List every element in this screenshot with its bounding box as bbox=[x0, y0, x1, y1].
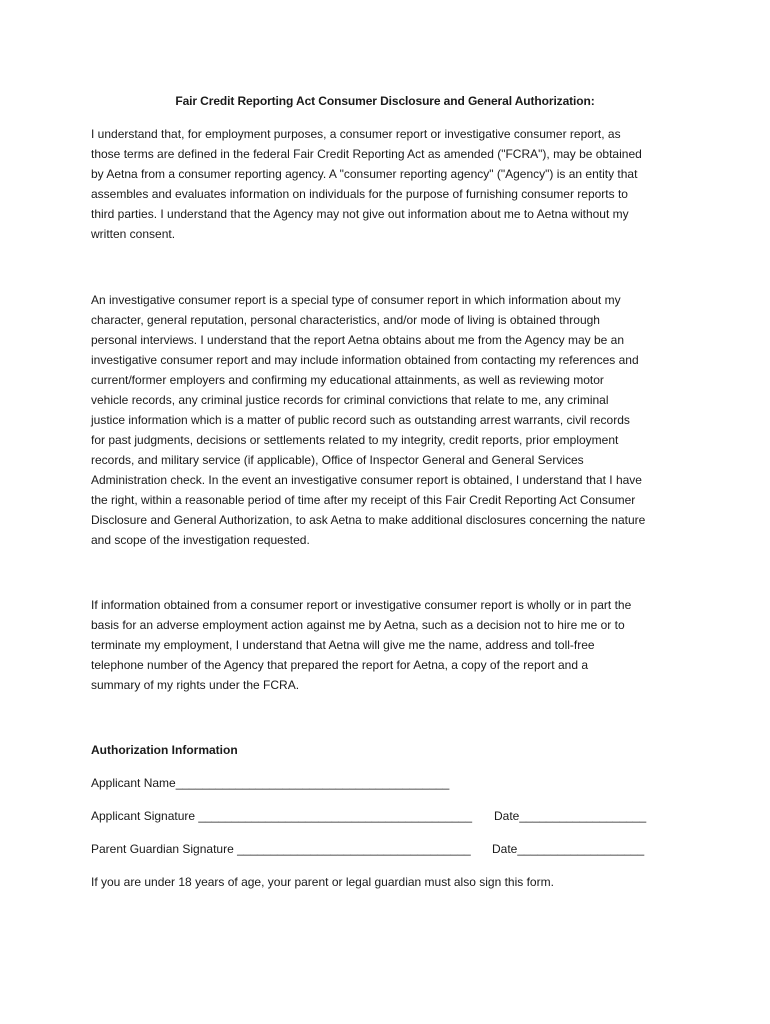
applicant-date-field[interactable]: Date___________________ bbox=[494, 809, 647, 823]
authorization-heading: Authorization Information bbox=[91, 743, 238, 757]
text-line: I understand that, for employment purposes, a consumer report or investigative consumer report, as bbox=[91, 127, 621, 141]
paragraph-adverse-action bbox=[91, 595, 691, 695]
text-line: assembles and evaluates information on individuals for the purpose of furnishing consumer reports to bbox=[91, 187, 628, 201]
text-line: current/former employers and confirming my educational attainments, as well as reviewing motor bbox=[91, 373, 604, 387]
paragraph-consumer-report bbox=[91, 124, 691, 244]
text-line: investigative consumer report and may include information obtained from contacting my references and bbox=[91, 353, 639, 367]
text-line: the right, within a reasonable period of time after my receipt of this Fair Credit Reporting Act Consumer bbox=[91, 493, 636, 507]
text-line: If information obtained from a consumer report or investigative consumer report is wholly or in part the bbox=[91, 598, 632, 612]
text-line: records, and military service (if applicable), Office of Inspector General and General Services bbox=[91, 453, 584, 467]
text-line: those terms are defined in the federal Fair Credit Reporting Act as amended ("FCRA"), may be obtained bbox=[91, 147, 642, 161]
text-line: terminate my employment, I understand that Aetna will give me the name, address and toll-free bbox=[91, 638, 595, 652]
text-line: and scope of the investigation requested. bbox=[91, 533, 310, 547]
parent-guardian-date-field[interactable]: Date___________________ bbox=[492, 842, 645, 856]
text-line: Administration check. In the event an investigative consumer report is obtained, I understand that I have bbox=[91, 473, 642, 487]
text-line: basis for an adverse employment action against me by Aetna, such as a decision not to hire me or to bbox=[91, 618, 625, 632]
text-line: An investigative consumer report is a special type of consumer report in which information about my bbox=[91, 293, 621, 307]
text-line: telephone number of the Agency that prepared the report for Aetna, a copy of the report and a bbox=[91, 658, 589, 672]
text-line: vehicle records, any criminal justice records for criminal convictions that relate to me, any criminal bbox=[91, 393, 609, 407]
text-line: Disclosure and General Authorization, to ask Aetna to make additional disclosures concerning the nature bbox=[91, 513, 646, 527]
minor-signature-note: If you are under 18 years of age, your parent or legal guardian must also sign this form. bbox=[91, 875, 554, 889]
text-line: for past judgments, decisions or settlements related to my integrity, credit reports, prior employment bbox=[91, 433, 619, 447]
text-line: character, general reputation, personal characteristics, and/or mode of living is obtained through bbox=[91, 313, 600, 327]
text-line: by Aetna from a consumer reporting agency. A "consumer reporting agency" ("Agency") is an entity that bbox=[91, 167, 638, 181]
text-line: third parties. I understand that the Agency may not give out information about me to Aetna without my bbox=[91, 207, 629, 221]
applicant-signature-field[interactable]: Applicant Signature _________________________________________ bbox=[91, 809, 473, 823]
text-line: summary of my rights under the FCRA. bbox=[91, 678, 300, 692]
text-line: justice information which is a matter of public record such as outstanding arrest warrants, civil records bbox=[91, 413, 630, 427]
paragraph-investigative-report bbox=[91, 290, 691, 550]
text-line: personal interviews. I understand that the report Aetna obtains about me from the Agency may be an bbox=[91, 333, 624, 347]
document-title: Fair Credit Reporting Act Consumer Disclosure and General Authorization: bbox=[175, 94, 595, 108]
text-line: written consent. bbox=[91, 227, 176, 241]
applicant-name-field[interactable]: Applicant Name_________________________________________ bbox=[91, 776, 450, 790]
parent-guardian-signature-field[interactable]: Parent Guardian Signature ___________________________________ bbox=[91, 842, 471, 856]
